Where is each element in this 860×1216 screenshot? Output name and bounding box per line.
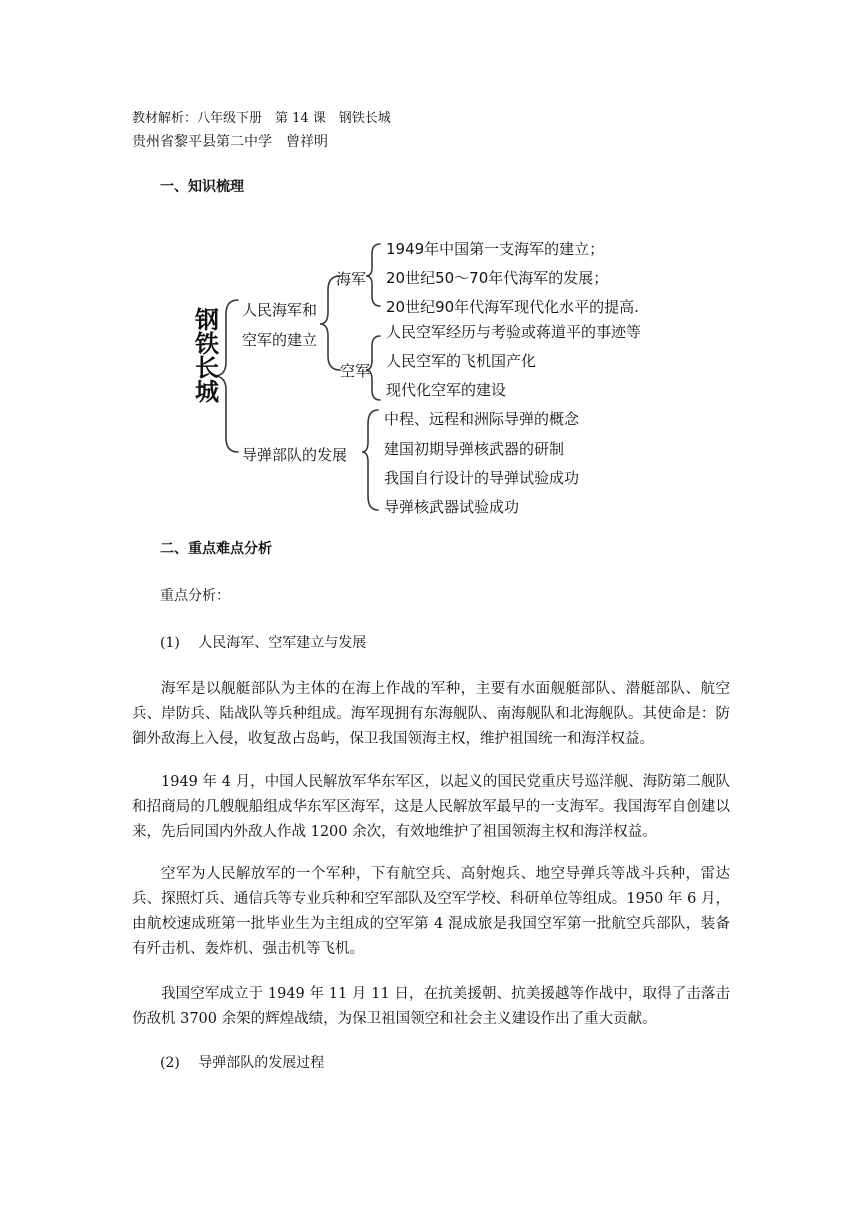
point-heading [160, 634, 366, 652]
airforce-label: 空军 [340, 362, 371, 380]
point-title: 人民海军、空军建立与发展 [198, 635, 367, 651]
root-char: 钢 [195, 306, 219, 334]
mind-map [180, 230, 680, 525]
missile-item: 建国初期导弹核武器的研制 [384, 440, 565, 458]
navy-bracket [366, 244, 380, 306]
branch1-bracket [320, 276, 340, 370]
paragraph: 我国空军成立于 1949 年 11 月 11 日，在抗美援朝、抗美援越等作战中，取得了击落击伤敌机 3700 余架的辉煌战绩，为保卫祖国领空和社会主义建设作出了重大贡献。 [132, 986, 730, 1027]
navy-item: 20世纪50～70年代海军的发展； [386, 269, 609, 287]
missile-item: 导弹核武器试验成功 [384, 498, 520, 516]
airforce-item: 现代化空军的建设 [386, 381, 507, 399]
missile-item: 我国自行设计的导弹试验成功 [384, 469, 580, 487]
section-title-analysis: 二、重点难点分析 [160, 541, 272, 557]
missile-item: 中程、远程和洲际导弹的概念 [384, 410, 580, 428]
author-line: 贵州省黎平县第二中学 曾祥明 [132, 134, 328, 150]
paragraph: 海军是以舰艇部队为主体的在海上作战的军种，主要有水面舰艇部队、潜艇部队、航空兵、岸防兵、陆战队等兵种组成。海军现拥有东海舰队、南海舰队和北海舰队。其使命是：防御外敌海上入侵，收复敌占岛屿，保卫我国领海主权，维护祖国统一和海洋权益。 [132, 681, 730, 747]
key-analysis-label: 重点分析： [160, 588, 230, 604]
airforce-item: 人民空军经历与考验或蒋道平的事迹等 [386, 323, 642, 341]
paragraph: 1949 年 4 月，中国人民解放军华东军区，以起义的国民党重庆号巡洋舰、海防第二舰队和招商局的几艘舰船组成华东军区海军，这是人民解放军最早的一支海军。我国海军自创建以来，先后同国内外敌人作战 1200 余次，有效地维护了祖国领海主权和海洋权益。 [132, 774, 730, 840]
navy-item: 20世纪90年代海军现代化水平的提高. [386, 298, 639, 316]
root-char: 长 [195, 354, 219, 382]
point-number: (2) [160, 1055, 180, 1071]
point-title: 导弹部队的发展过程 [198, 1055, 325, 1071]
paragraph: 空军为人民解放军的一个军种，下有航空兵、高射炮兵、地空导弹兵等战斗兵种，雷达兵、探照灯兵、通信兵等专业兵种和空军部队及空军学校、科研单位等组成。1950 年 6 月，由航校速成班第一批毕业生为主组成的空军第 4 混成旅是我国空军第一批航空兵部队，装备有歼击机、轰炸机、强击机等飞机。 [132, 866, 730, 957]
section-title-knowledge: 一、知识梳理 [160, 179, 244, 195]
branch-navy-airforce-line2: 空军的建立 [242, 331, 318, 349]
point-number: (1) [160, 635, 180, 651]
navy-item: 1949年中国第一支海军的建立； [386, 240, 605, 258]
lesson-header: 教材解析：八年级下册 第 14 课 钢铁长城 [132, 111, 391, 126]
mind-map-root [192, 308, 222, 404]
airforce-item: 人民空军的飞机国产化 [386, 352, 537, 370]
branch-missile-label: 导弹部队的发展 [242, 446, 348, 464]
root-char: 城 [195, 378, 219, 406]
point-heading [160, 1054, 324, 1072]
navy-label: 海军 [336, 270, 367, 288]
branch-navy-airforce-line1: 人民海军和 [242, 301, 318, 319]
branch2-bracket [362, 410, 378, 510]
root-char: 铁 [195, 330, 219, 358]
